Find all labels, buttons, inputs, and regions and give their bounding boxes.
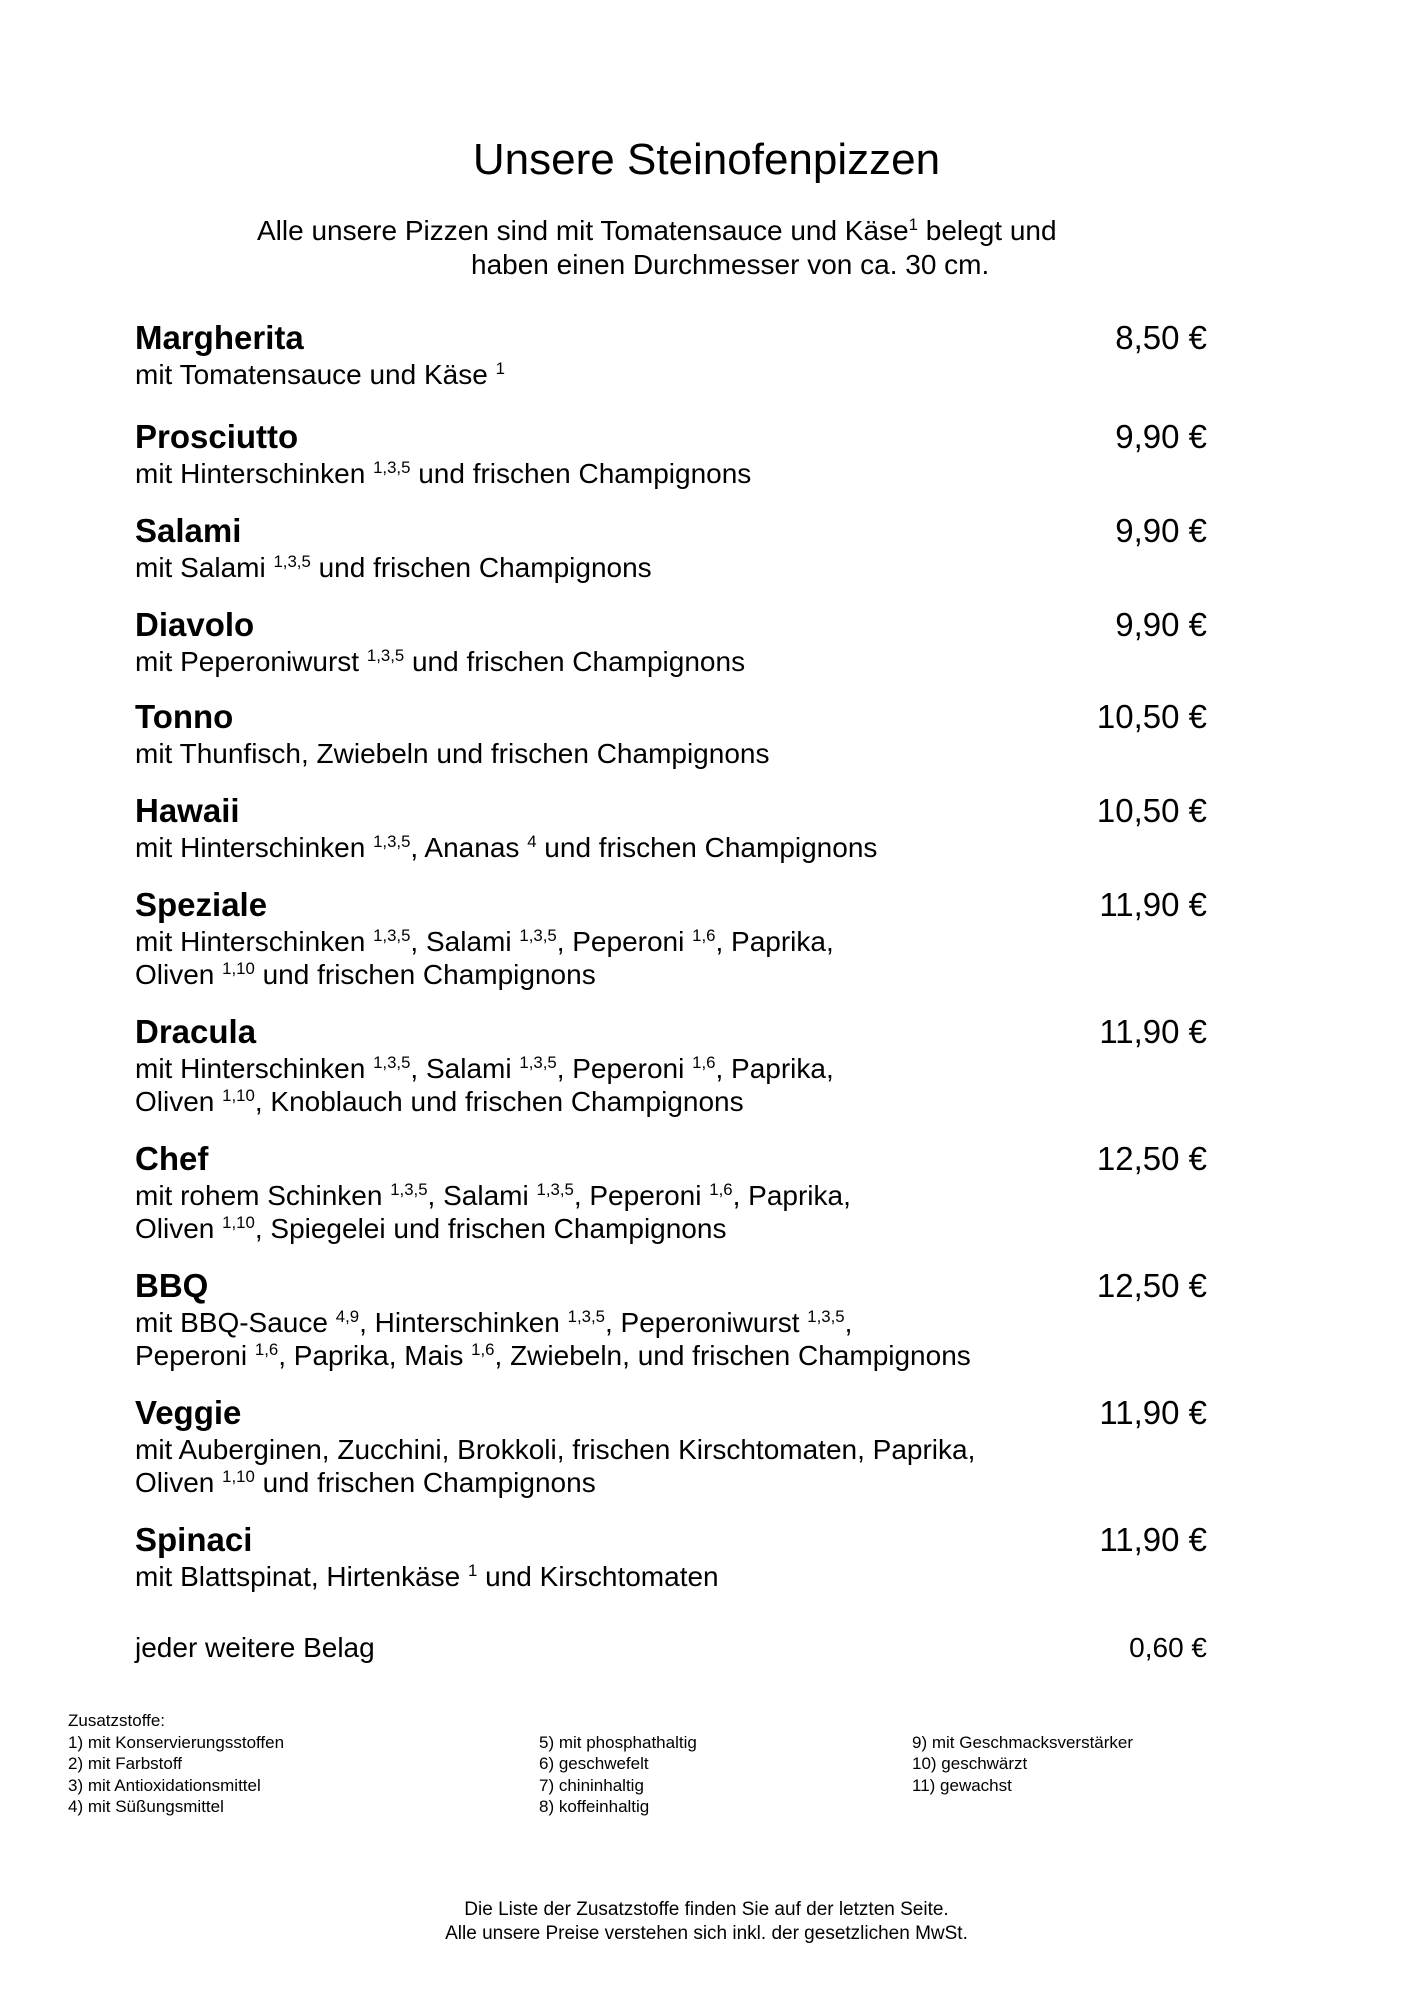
intro-footnote: 1 <box>908 214 918 234</box>
description-text: und frischen Champignons <box>410 458 752 489</box>
additive-footnote: 1,3,5 <box>519 925 557 945</box>
item-price: 12,50 € <box>1096 1140 1207 1177</box>
description-text: , Hinterschinken <box>359 1307 568 1338</box>
item-description-line <box>135 1433 1207 1466</box>
menu-item <box>135 1520 1207 1593</box>
menu-item <box>135 1139 1207 1245</box>
description-text: mit Blattspinat, Hirtenkäse <box>135 1561 469 1592</box>
description-text: Oliven <box>135 1086 223 1117</box>
description-text: und frischen Champignons <box>254 1467 596 1498</box>
additive-footnote: 1,3,5 <box>373 831 411 851</box>
item-price: 8,50 € <box>1115 319 1207 356</box>
additive-entry: 8) koffeinhaltig <box>539 1797 650 1816</box>
item-description-line <box>135 551 1207 584</box>
item-name: Margherita <box>135 319 304 356</box>
additive-entry: 11) gewachst <box>912 1775 1012 1795</box>
menu-item <box>135 791 1207 864</box>
description-text: mit rohem Schinken <box>135 1180 391 1211</box>
footer-note <box>0 1898 1413 1946</box>
item-description-line <box>135 457 1207 490</box>
description-text: mit Hinterschinken <box>135 926 374 957</box>
item-name: BBQ <box>135 1267 209 1304</box>
item-name: Tonno <box>135 698 234 735</box>
additive-entry: 1) mit Konservierungsstoffen <box>68 1732 285 1752</box>
description-text: , Paprika, <box>715 1053 834 1084</box>
description-text: , Paprika, <box>715 926 834 957</box>
item-name: Veggie <box>135 1394 242 1431</box>
description-text: , Salami <box>410 926 520 957</box>
item-price: 9,90 € <box>1115 418 1207 455</box>
description-text: , Spiegelei und frischen Champignons <box>254 1213 727 1244</box>
additives-column-2 <box>539 1732 697 1818</box>
description-text: , <box>844 1307 853 1338</box>
description-text: , Peperoni <box>573 1180 710 1211</box>
extra-topping-row <box>135 1630 1207 1666</box>
description-text: , Peperoniwurst <box>604 1307 808 1338</box>
description-text: Peperoni <box>135 1340 255 1371</box>
additives-column-3 <box>912 1732 1133 1797</box>
description-text: Oliven <box>135 1467 223 1498</box>
description-text: mit Hinterschinken <box>135 458 374 489</box>
additive-footnote: 1,3,5 <box>273 551 311 571</box>
additive-footnote: 1,3,5 <box>366 645 405 665</box>
additive-entry: 9) mit Geschmacksverstärker <box>912 1732 1134 1752</box>
item-price: 11,90 € <box>1099 1394 1207 1431</box>
item-price: 12,50 € <box>1096 1267 1207 1304</box>
description-text: und frischen Champignons <box>404 646 746 677</box>
item-price: 10,50 € <box>1096 792 1207 829</box>
additive-footnote: 1,6 <box>692 925 716 945</box>
item-description-line <box>135 831 1207 864</box>
additives-legend <box>68 1710 1358 1822</box>
additive-footnote: 1,6 <box>254 1339 279 1359</box>
item-name: Spinaci <box>135 1521 253 1558</box>
item-description-line <box>135 1339 1207 1372</box>
additive-entry: 4) mit Süßungsmittel <box>68 1797 224 1816</box>
item-name: Dracula <box>135 1013 257 1050</box>
item-price: 9,90 € <box>1115 606 1207 643</box>
item-description-line <box>135 925 1207 958</box>
item-name: Chef <box>135 1140 209 1177</box>
additive-footnote: 1 <box>495 358 505 378</box>
description-text: , Zwiebeln, und frischen Champignons <box>494 1340 971 1371</box>
additive-entry: 6) geschwefelt <box>539 1754 649 1773</box>
additive-footnote: 1,10 <box>222 1085 255 1105</box>
item-description-line <box>135 1466 1207 1499</box>
footer-line-1: Die Liste der Zusatzstoffe finden Sie auf der letzten Seite. <box>464 1899 949 1920</box>
extra-topping-price: 0,60 € <box>1129 1632 1207 1663</box>
description-text: , Peperoni <box>556 926 693 957</box>
description-text: , Salami <box>427 1180 537 1211</box>
additive-footnote: 1,3,5 <box>567 1306 605 1326</box>
description-text: Oliven <box>135 959 223 990</box>
description-text: , Salami <box>410 1053 520 1084</box>
additive-footnote: 1,3,5 <box>373 925 411 945</box>
additive-footnote: 1,3,5 <box>807 1306 845 1326</box>
item-price: 11,90 € <box>1099 1013 1207 1050</box>
description-text: mit Hinterschinken <box>135 1053 374 1084</box>
item-price: 11,90 € <box>1099 886 1207 923</box>
additive-footnote: 1,3,5 <box>536 1179 574 1199</box>
menu-item <box>135 697 1207 770</box>
item-price: 11,90 € <box>1099 1521 1207 1558</box>
item-description-line <box>135 1306 1207 1339</box>
item-description-line <box>135 958 1207 991</box>
additives-heading: Zusatzstoffe: <box>68 1711 166 1730</box>
menu-item <box>135 605 1207 678</box>
item-description-line <box>135 1212 1207 1245</box>
menu-item <box>135 318 1207 391</box>
extra-topping-label: jeder weitere Belag <box>135 1632 375 1663</box>
additive-footnote: 1,6 <box>709 1179 733 1199</box>
intro-line-1-end: belegt und <box>917 215 1057 246</box>
item-name: Hawaii <box>135 792 240 829</box>
item-description-line <box>135 1179 1207 1212</box>
additive-entry: 2) mit Farbstoff <box>68 1754 182 1773</box>
item-description-line <box>135 1560 1207 1593</box>
description-text: , Ananas <box>410 832 528 863</box>
description-text: , Paprika, Mais <box>278 1340 472 1371</box>
description-text: und Kirschtomaten <box>477 1561 719 1592</box>
description-text: und frischen Champignons <box>254 959 596 990</box>
additive-footnote: 4,9 <box>335 1306 360 1326</box>
additive-footnote: 1 <box>468 1560 478 1580</box>
page-title: Unsere Steinofenpizzen <box>472 135 941 184</box>
menu-item <box>135 1012 1207 1118</box>
description-text: und frischen Champignons <box>310 552 652 583</box>
description-text: , Peperoni <box>556 1053 693 1084</box>
item-name: Speziale <box>135 886 268 923</box>
additive-footnote: 1,10 <box>222 1466 255 1486</box>
description-text: mit Peperoniwurst <box>135 646 367 677</box>
description-text: mit Hinterschinken <box>135 832 374 863</box>
item-price: 9,90 € <box>1115 512 1207 549</box>
menu-item <box>135 1266 1207 1372</box>
item-description-line <box>135 358 1207 391</box>
additive-entry: 7) chininhaltig <box>539 1775 644 1795</box>
additive-footnote: 4 <box>527 831 537 851</box>
additives-columns <box>68 1732 1358 1822</box>
intro-text <box>0 214 1413 282</box>
intro-line-1-text: Alle unsere Pizzen sind mit Tomatensauce und Käse <box>257 215 909 246</box>
additive-footnote: 1,3,5 <box>373 1052 411 1072</box>
item-description-line <box>135 737 1207 770</box>
item-description-line <box>135 1085 1207 1118</box>
description-text: Oliven <box>135 1213 223 1244</box>
additive-footnote: 1,3,5 <box>390 1179 428 1199</box>
additive-footnote: 1,3,5 <box>373 457 411 477</box>
item-price: 10,50 € <box>1096 698 1207 735</box>
description-text: mit Auberginen, Zucchini, Brokkoli, frischen Kirschtomaten, Paprika, <box>135 1434 976 1465</box>
additive-footnote: 1,6 <box>471 1339 495 1359</box>
description-text: und frischen Champignons <box>536 832 878 863</box>
additive-footnote: 1,10 <box>222 1212 255 1232</box>
menu-item <box>135 511 1207 584</box>
menu-item <box>135 1393 1207 1499</box>
footer-line-2: Alle unsere Preise verstehen sich inkl. der gesetzlichen MwSt. <box>445 1923 968 1944</box>
menu-item <box>135 417 1207 490</box>
menu-item <box>135 885 1207 991</box>
item-description-line <box>135 1052 1207 1085</box>
additive-entry: 3) mit Antioxidationsmittel <box>68 1775 261 1795</box>
description-text: mit Tomatensauce und Käse <box>135 359 496 390</box>
intro-line-1 <box>0 214 1413 248</box>
description-text: mit Thunfisch, Zwiebeln und frischen Champignons <box>135 738 770 769</box>
additive-entry: 5) mit phosphathaltig <box>539 1732 697 1752</box>
additive-entry: 10) geschwärzt <box>912 1754 1028 1773</box>
item-name: Salami <box>135 512 242 549</box>
additives-column-1 <box>68 1732 284 1818</box>
description-text: mit Salami <box>135 552 274 583</box>
description-text: , Paprika, <box>732 1180 851 1211</box>
item-name: Diavolo <box>135 606 255 643</box>
additive-footnote: 1,10 <box>222 958 255 978</box>
additive-footnote: 1,6 <box>692 1052 716 1072</box>
additive-footnote: 1,3,5 <box>519 1052 557 1072</box>
description-text: mit BBQ-Sauce <box>135 1307 336 1338</box>
intro-line-2: haben einen Durchmesser von ca. 30 cm. <box>471 249 990 280</box>
item-name: Prosciutto <box>135 418 299 455</box>
description-text: , Knoblauch und frischen Champignons <box>254 1086 744 1117</box>
item-description-line <box>135 645 1207 678</box>
